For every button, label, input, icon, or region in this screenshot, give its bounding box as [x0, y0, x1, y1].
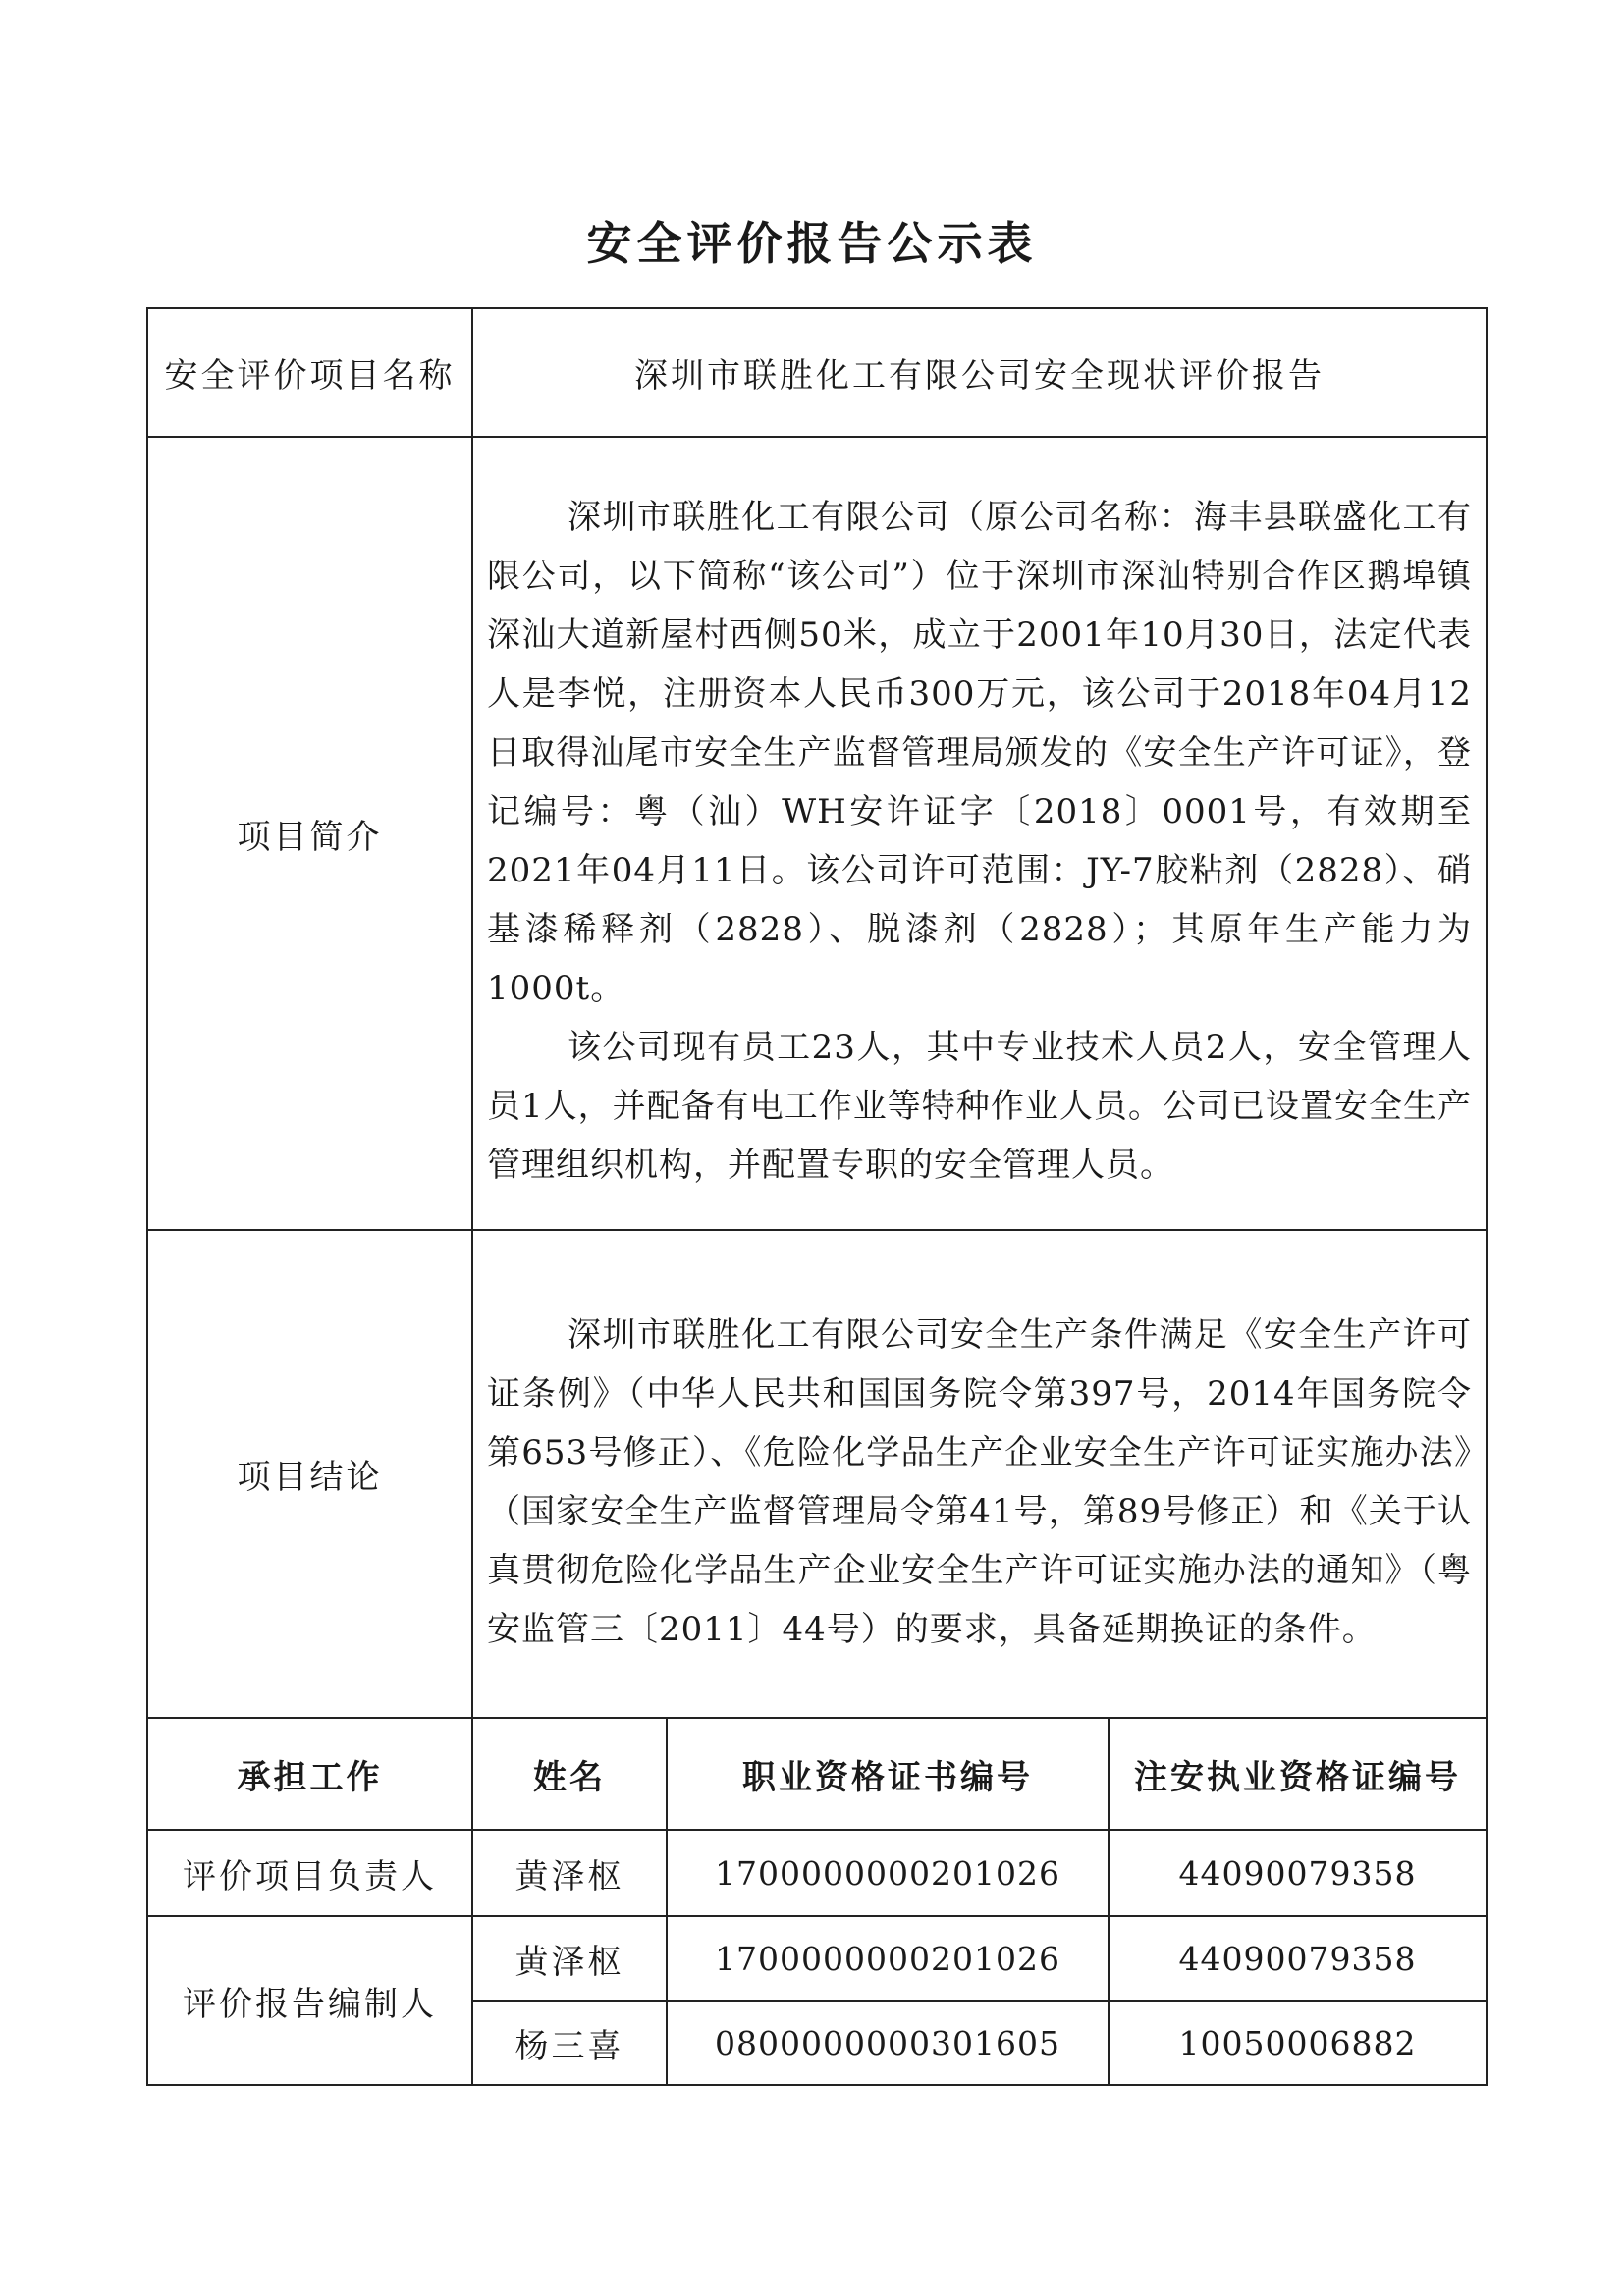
- compiler-cert-no-1: 1700000000201026: [667, 1916, 1109, 2001]
- conclusion-label: 项目结论: [147, 1230, 472, 1718]
- leader-reg-no: 44090079358: [1109, 1830, 1487, 1916]
- compiler-reg-no-2: 10050006882: [1109, 2001, 1487, 2085]
- compiler-cert-no-2: 0800000000301605: [667, 2001, 1109, 2085]
- project-name-label: 安全评价项目名称: [147, 308, 472, 437]
- summary-content: [472, 437, 1487, 1230]
- compiler-name-2: 杨三喜: [472, 2001, 667, 2085]
- page-title: 安全评价报告公示表: [586, 217, 1038, 270]
- project-name-value: 深圳市联胜化工有限公司安全现状评价报告: [472, 308, 1487, 437]
- conclusion-paragraph: 深圳市联胜化工有限公司安全生产条件满足《安全生产许可证条例》（中华人民共和国国务院令第397号，2014年国务院令第653号修正）、《危险化学品生产企业安全生产许可证实施办法》（国家安全生产监督管理局令第41号，第89号修正）和《关于认真贯彻危险化学品生产企业安全生产许可证实施办法的通知》（粤安监管三〔2011〕44号）的要求，具备延期换证的条件。: [487, 1314, 1472, 1649]
- leader-cert-no: 1700000000201026: [667, 1830, 1109, 1916]
- header-cert-no: 职业资格证书编号: [667, 1718, 1109, 1830]
- conclusion-content: [472, 1230, 1487, 1718]
- leader-row: [147, 1830, 1487, 1916]
- disclosure-table: [146, 307, 1488, 2086]
- compiler-row-1: [147, 1916, 1487, 2001]
- header-reg-no: 注安执业资格证编号: [1109, 1718, 1487, 1830]
- staff-header-row: [147, 1718, 1487, 1830]
- compiler-reg-no-1: 44090079358: [1109, 1916, 1487, 2001]
- leader-name: 黄泽枢: [472, 1830, 667, 1916]
- summary-paragraph-1: 深圳市联胜化工有限公司（原公司名称：海丰县联盛化工有限公司，以下简称“该公司”）位于深圳市深汕特别合作区鹅埠镇深汕大道新屋村西侧50米，成立于2001年10月30日，法定代表人是李悦，注册资本人民币300万元，该公司于2018年04月12日取得汕尾市安全生产监督管理局颁发的《安全生产许可证》，登记编号：粤（汕）WH安许证字〔2018〕0001号，有效期至2021年04月11日。该公司许可范围：JY-7胶粘剂（2828）、硝基漆稀释剂（2828）、脱漆剂（2828）；其原年生产能力为1000t。: [487, 498, 1472, 1008]
- header-role: 承担工作: [147, 1718, 472, 1830]
- summary-label: 项目简介: [147, 437, 472, 1230]
- leader-role: 评价项目负责人: [147, 1830, 472, 1916]
- summary-paragraph-2: 该公司现有员工23人，其中专业技术人员2人，安全管理人员1人，并配备有电工作业等特种作业人员。公司已设置安全生产管理组织机构，并配置专职的安全管理人员。: [487, 1028, 1472, 1185]
- summary-row: [147, 437, 1487, 1230]
- header-name: 姓名: [472, 1718, 667, 1830]
- compiler-role: 评价报告编制人: [147, 1916, 472, 2085]
- conclusion-row: [147, 1230, 1487, 1718]
- compiler-name-1: 黄泽枢: [472, 1916, 667, 2001]
- project-name-row: [147, 308, 1487, 437]
